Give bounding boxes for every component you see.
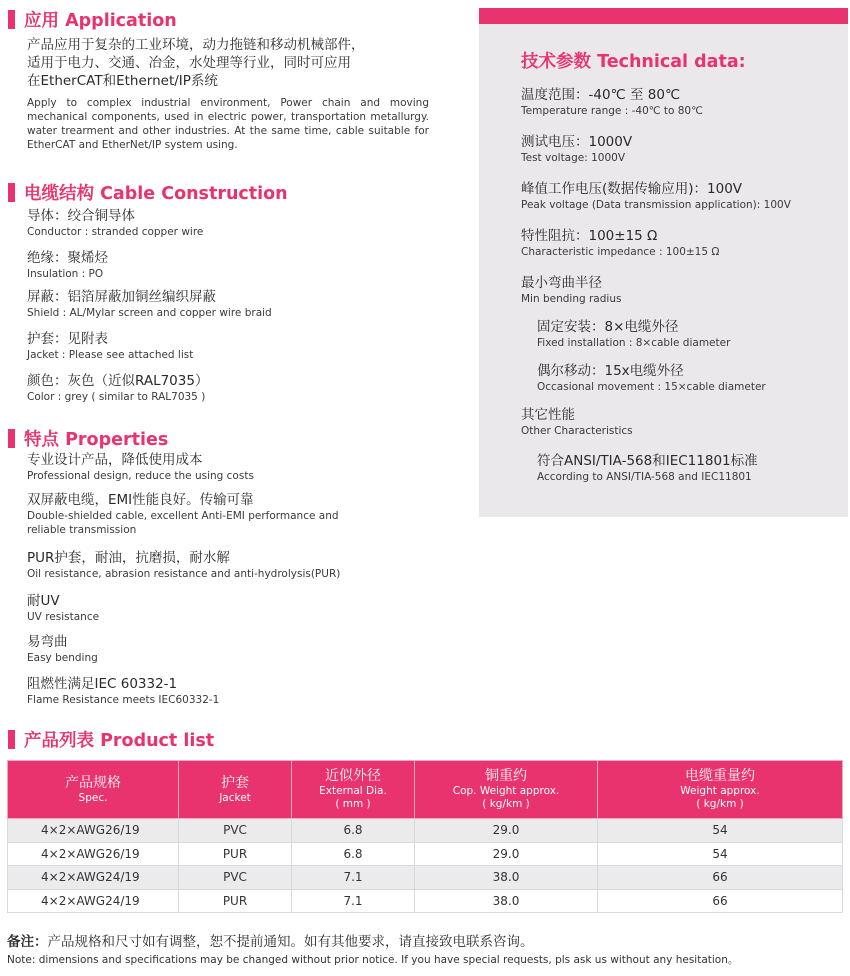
cell-spec: 4×2×AWG24/19 xyxy=(8,866,179,890)
header-zh: 铜重约 xyxy=(485,768,527,784)
item-zh: 测试电压：1000V xyxy=(521,134,633,150)
application-en-text: Apply to complex industrial environment, Power chain and moving mechanical components, used in electric power, transportation metallurgy. water trearment and other industries. At the same time, cable suitable for EtherCAT and EtherNet/IP system using. xyxy=(27,97,429,151)
product-list-heading xyxy=(8,726,214,752)
table-row xyxy=(8,842,843,866)
cell-cable-weight: 54 xyxy=(598,819,843,843)
construction-item-conductor xyxy=(27,207,437,239)
header-zh: 近似外径 xyxy=(325,768,381,784)
product-table xyxy=(7,760,843,913)
item-en: Flame Resistance meets IEC60332-1 xyxy=(27,694,220,706)
item-en: Easy bending xyxy=(27,652,98,664)
construction-item-shield xyxy=(27,288,437,320)
item-en: Peak voltage (Data transmission application): 100V xyxy=(521,199,791,211)
cell-external-dia: 7.1 xyxy=(292,889,415,913)
tech-item-standards xyxy=(537,452,850,484)
item-zh: 双屏蔽电缆，EMI性能良好。传输可靠 xyxy=(27,492,254,508)
section-marker xyxy=(8,183,15,202)
tech-item-impedance xyxy=(521,227,841,259)
application-title: 应用 Application xyxy=(24,10,177,31)
header-unit: ( kg/km ) xyxy=(696,798,744,810)
cell-jacket: PVC xyxy=(179,819,292,843)
application-zh-line: 在EtherCAT和Ethernet/IP系统 xyxy=(27,73,218,89)
header-unit: ( mm ) xyxy=(335,798,371,810)
cell-copper-weight: 29.0 xyxy=(415,842,598,866)
tech-item-occasional-movement xyxy=(537,362,850,394)
technical-panel-accent-strip xyxy=(479,8,848,24)
item-zh: 符合ANSI/TIA-568和IEC11801标准 xyxy=(537,453,758,469)
property-item xyxy=(27,675,437,707)
item-zh: 耐UV xyxy=(27,593,60,609)
note-label: 备注： xyxy=(7,934,48,950)
cell-spec: 4×2×AWG26/19 xyxy=(8,819,179,843)
item-zh: 峰值工作电压(数据传输应用)：100V xyxy=(521,181,743,197)
tech-item-temperature xyxy=(521,86,841,118)
cell-spec: 4×2×AWG24/19 xyxy=(8,889,179,913)
cell-cable-weight: 54 xyxy=(598,842,843,866)
header-copper-weight xyxy=(415,761,598,819)
item-en: According to ANSI/TIA-568 and IEC11801 xyxy=(537,471,752,483)
cell-jacket: PVC xyxy=(179,866,292,890)
item-en: Professional design, reduce the using costs xyxy=(27,470,254,482)
item-zh: PUR护套，耐油，抗磨损，耐水解 xyxy=(27,550,230,566)
table-row xyxy=(8,819,843,843)
note-en: Note: dimensions and specifications may be changed without prior notice. If you have special requests, pls ask us without any hesitation。 xyxy=(7,954,739,966)
item-en: Insulation : PO xyxy=(27,268,104,280)
item-zh: 专业设计产品，降低使用成本 xyxy=(27,452,203,468)
header-en: Cop. Weight approx. xyxy=(452,785,560,797)
item-zh: 固定安装：8×电缆外径 xyxy=(537,319,679,335)
item-en: Fixed installation : 8×cable diameter xyxy=(537,337,731,349)
header-en: Weight approx. xyxy=(680,785,760,797)
construction-item-jacket xyxy=(27,330,437,362)
cell-spec: 4×2×AWG26/19 xyxy=(8,842,179,866)
cell-copper-weight: 38.0 xyxy=(415,866,598,890)
header-external-dia xyxy=(292,761,415,819)
property-item xyxy=(27,491,357,537)
item-zh: 易弯曲 xyxy=(27,634,68,650)
item-zh: 温度范围：-40℃ 至 80℃ xyxy=(521,87,681,103)
application-heading xyxy=(8,6,177,32)
cell-external-dia: 6.8 xyxy=(292,842,415,866)
property-item xyxy=(27,633,437,665)
table-row xyxy=(8,866,843,890)
item-zh: 导体：绞合铜导体 xyxy=(27,208,135,224)
header-zh: 电缆重量约 xyxy=(685,768,755,784)
construction-item-color xyxy=(27,372,437,404)
item-zh: 阻燃性满足IEC 60332-1 xyxy=(27,676,178,692)
properties-heading xyxy=(8,425,168,451)
application-zh-line: 产品应用于复杂的工业环境，动力拖链和移动机械部件， xyxy=(27,37,365,53)
item-en: Color : grey ( similar to RAL7035 ) xyxy=(27,391,206,403)
cell-copper-weight: 29.0 xyxy=(415,819,598,843)
item-zh: 护套：见附表 xyxy=(27,331,108,347)
header-cable-weight xyxy=(598,761,843,819)
application-zh-text xyxy=(27,36,427,90)
header-spec xyxy=(8,761,179,819)
item-zh: 特性阻抗：100±15 Ω xyxy=(521,228,658,244)
construction-title: 电缆结构 Cable Construction xyxy=(24,183,288,204)
header-jacket xyxy=(179,761,292,819)
item-zh: 屏蔽：铝箔屏蔽加铜丝编织屏蔽 xyxy=(27,289,216,305)
tech-item-other-characteristics xyxy=(521,406,841,438)
property-item xyxy=(27,549,437,581)
cell-copper-weight: 38.0 xyxy=(415,889,598,913)
section-marker xyxy=(8,10,15,29)
tech-item-bending-radius xyxy=(521,274,841,306)
item-en: Occasional movement : 15×cable diameter xyxy=(537,381,766,393)
item-en: Characteristic impedance : 100±15 Ω xyxy=(521,246,720,258)
properties-title: 特点 Properties xyxy=(24,429,169,450)
item-en: Jacket : Please see attached list xyxy=(27,349,194,361)
cell-cable-weight: 66 xyxy=(598,866,843,890)
tech-item-test-voltage xyxy=(521,133,841,165)
table-header-row xyxy=(8,761,843,819)
tech-item-peak-voltage xyxy=(521,180,841,212)
technical-data-title: 技术参数 Technical data: xyxy=(521,52,746,72)
item-en: Min bending radius xyxy=(521,293,622,305)
item-en: Oil resistance, abrasion resistance and anti-hydrolysis(PUR) xyxy=(27,568,341,580)
table-row xyxy=(8,889,843,913)
cell-external-dia: 6.8 xyxy=(292,819,415,843)
item-en: Shield : AL/Mylar screen and copper wire braid xyxy=(27,307,272,319)
cell-external-dia: 7.1 xyxy=(292,866,415,890)
item-en: Other Characteristics xyxy=(521,425,633,437)
cell-jacket: PUR xyxy=(179,889,292,913)
item-zh: 绝缘：聚烯烃 xyxy=(27,250,108,266)
note-zh xyxy=(7,930,534,950)
header-en: External Dia. xyxy=(319,785,387,797)
tech-item-fixed-installation xyxy=(537,318,850,350)
technical-data-panel xyxy=(479,8,848,517)
cell-jacket: PUR xyxy=(179,842,292,866)
item-en: Conductor : stranded copper wire xyxy=(27,226,204,238)
property-item xyxy=(27,592,437,624)
cell-cable-weight: 66 xyxy=(598,889,843,913)
section-marker xyxy=(8,429,15,448)
item-en: Test voltage: 1000V xyxy=(521,152,626,164)
item-zh: 颜色：灰色（近似RAL7035） xyxy=(27,373,209,389)
note-zh-text: 产品规格和尺寸如有调整，恕不提前通知。如有其他要求，请直接致电联系咨询。 xyxy=(47,934,534,950)
header-zh: 产品规格 xyxy=(65,774,121,791)
construction-item-insulation xyxy=(27,249,437,281)
header-unit: ( kg/km ) xyxy=(482,798,530,810)
header-zh: 护套 xyxy=(221,774,249,791)
construction-heading xyxy=(8,179,288,205)
product-list-title: 产品列表 Product list xyxy=(24,730,215,751)
item-en: UV resistance xyxy=(27,611,100,623)
item-en: Temperature range : -40℃ to 80℃ xyxy=(521,105,703,117)
section-marker xyxy=(8,730,15,749)
item-en: Double-shielded cable, excellent Anti-EMI performance and reliable transmission xyxy=(27,510,339,536)
application-zh-line: 适用于电力、交通、冶金，水处理等行业，同时可应用 xyxy=(27,55,351,71)
item-zh: 偶尔移动：15x电缆外径 xyxy=(537,363,684,379)
item-zh: 其它性能 xyxy=(521,407,575,423)
item-zh: 最小弯曲半径 xyxy=(521,275,602,291)
header-en: Jacket xyxy=(219,791,251,804)
header-en: Spec. xyxy=(78,791,108,804)
property-item xyxy=(27,451,437,483)
